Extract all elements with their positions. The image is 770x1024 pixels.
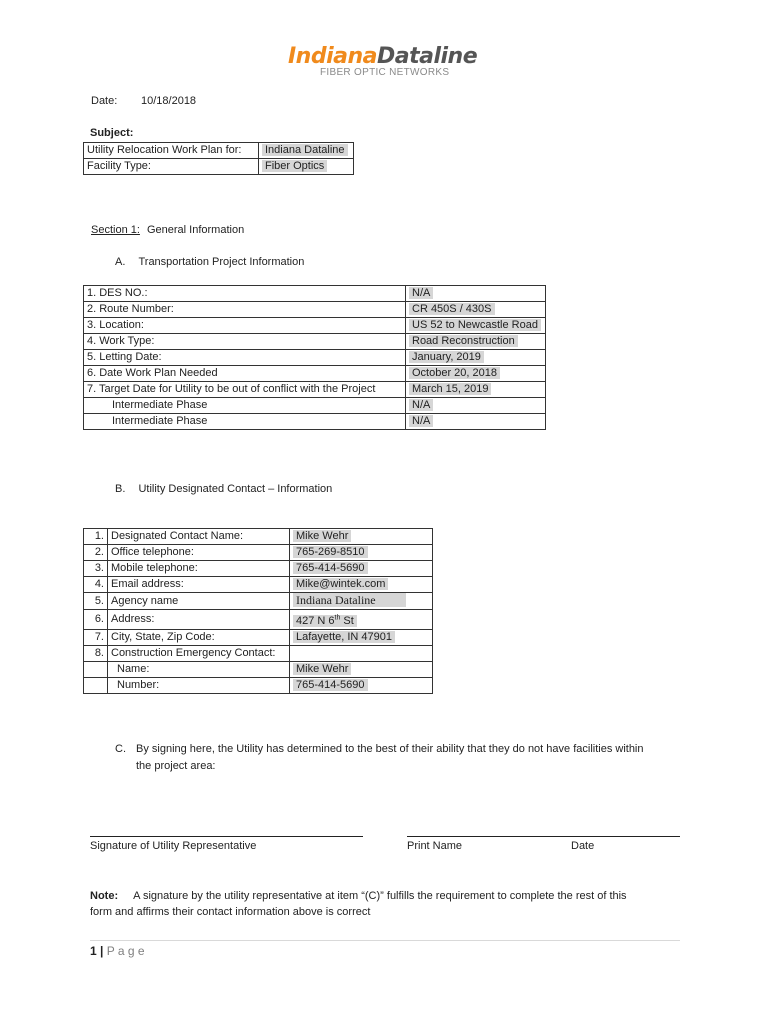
row-value: 765-269-8510 <box>290 545 433 561</box>
row-value: N/A <box>406 414 546 430</box>
table-row <box>84 334 546 350</box>
page-footer <box>90 944 145 958</box>
table-row <box>84 661 433 677</box>
date-sign-label: Date <box>571 840 595 852</box>
print-name-label: Print Name <box>407 840 463 852</box>
signature-label: Signature of Utility Representative <box>90 840 257 852</box>
date-value: 10/18/2018 <box>141 95 197 107</box>
table-row <box>84 610 433 630</box>
row-label: 7. Target Date for Utility to be out of conflict with the Project <box>84 382 406 398</box>
row-value: Mike Wehr <box>290 661 433 677</box>
row-label: Intermediate Phase <box>84 398 406 414</box>
part-c-heading <box>115 743 685 755</box>
table-row <box>84 143 354 159</box>
part-b-letter: B. <box>115 483 126 495</box>
table-row <box>84 529 433 545</box>
row-value: 765-414-5690 <box>290 677 433 693</box>
row-label: 6. Date Work Plan Needed <box>84 366 406 382</box>
contact-table <box>83 528 433 694</box>
row-label: Construction Emergency Contact: <box>108 645 290 661</box>
row-label: 2. Route Number: <box>84 302 406 318</box>
row-label: 1. DES NO.: <box>84 286 406 302</box>
table-row <box>84 629 433 645</box>
logo-word-dataline: Dataline <box>377 44 478 69</box>
row-number: 4. <box>84 577 108 593</box>
date-line <box>91 95 197 107</box>
row-value: October 20, 2018 <box>406 366 546 382</box>
table-row <box>84 645 433 661</box>
part-c-text-line2: the project area: <box>136 760 216 772</box>
logo-word-indiana: Indiana <box>288 44 377 69</box>
table-row <box>84 398 546 414</box>
subject-row-value: Fiber Optics <box>259 159 354 175</box>
subject-row-label: Facility Type: <box>84 159 259 175</box>
row-label: City, State, Zip Code: <box>108 629 290 645</box>
page-separator: | <box>100 944 104 958</box>
row-value: Road Reconstruction <box>406 334 546 350</box>
row-label: Email address: <box>108 577 290 593</box>
table-row <box>84 366 546 382</box>
row-label: Mobile telephone: <box>108 561 290 577</box>
table-row <box>84 414 546 430</box>
part-a-title: Transportation Project Information <box>138 256 305 268</box>
page-label: P a g e <box>106 944 145 958</box>
row-value: March 15, 2019 <box>406 382 546 398</box>
section-title: General Information <box>146 224 245 236</box>
section-heading <box>91 224 244 236</box>
row-value <box>290 645 433 661</box>
subject-row-label: Utility Relocation Work Plan for: <box>84 143 259 159</box>
table-row <box>84 159 354 175</box>
date-label: Date: <box>91 95 118 107</box>
table-row <box>84 318 546 334</box>
row-value: Mike@wintek.com <box>290 577 433 593</box>
transportation-table <box>83 285 546 430</box>
row-label: 5. Letting Date: <box>84 350 406 366</box>
row-number: 6. <box>84 610 108 630</box>
row-label: 4. Work Type: <box>84 334 406 350</box>
row-label: Office telephone: <box>108 545 290 561</box>
note-label: Note: <box>90 890 119 902</box>
logo-tagline: FIBER OPTIC NETWORKS <box>320 67 450 78</box>
row-value: US 52 to Newcastle Road <box>406 318 546 334</box>
row-value: Indiana Dataline <box>290 593 433 610</box>
note-line1 <box>90 890 627 902</box>
row-label: 3. Location: <box>84 318 406 334</box>
row-number: 5. <box>84 593 108 610</box>
part-c-letter: C. <box>115 743 126 755</box>
row-label: Number: <box>108 677 290 693</box>
part-c-text-line1: By signing here, the Utility has determined to the best of their ability that they do not have facilities within <box>136 743 644 755</box>
row-label: Intermediate Phase <box>84 414 406 430</box>
table-row <box>84 382 546 398</box>
row-number: 7. <box>84 629 108 645</box>
part-a-heading <box>115 256 304 268</box>
row-label: Designated Contact Name: <box>108 529 290 545</box>
row-number <box>84 677 108 693</box>
section-number: Section 1: <box>91 224 140 236</box>
row-value: January, 2019 <box>406 350 546 366</box>
table-row <box>84 302 546 318</box>
company-logo <box>288 44 488 86</box>
footer-rule <box>90 940 680 941</box>
row-value: 765-414-5690 <box>290 561 433 577</box>
row-number: 3. <box>84 561 108 577</box>
row-label: Address: <box>108 610 290 630</box>
row-number: 1. <box>84 529 108 545</box>
row-value: N/A <box>406 286 546 302</box>
subject-row-value: Indiana Dataline <box>259 143 354 159</box>
row-number: 8. <box>84 645 108 661</box>
table-row <box>84 561 433 577</box>
table-row <box>84 577 433 593</box>
row-number: 2. <box>84 545 108 561</box>
signature-line <box>90 836 363 837</box>
part-a-letter: A. <box>115 256 126 268</box>
row-label: Name: <box>108 661 290 677</box>
subject-table <box>83 142 354 175</box>
table-row <box>84 677 433 693</box>
row-value: Mike Wehr <box>290 529 433 545</box>
row-number <box>84 661 108 677</box>
part-b-heading <box>115 483 332 495</box>
row-value: 427 N 6th St <box>290 610 433 630</box>
note-text-line1: A signature by the utility representative at item “(C)” fulfills the requirement to complete the rest of this <box>133 890 627 902</box>
row-value: CR 450S / 430S <box>406 302 546 318</box>
table-row <box>84 545 433 561</box>
table-row <box>84 350 546 366</box>
subject-label: Subject: <box>90 127 134 139</box>
row-value: Lafayette, IN 47901 <box>290 629 433 645</box>
print-name-date-line <box>407 836 680 837</box>
row-value: N/A <box>406 398 546 414</box>
row-label: Agency name <box>108 593 290 610</box>
table-row <box>84 593 433 610</box>
part-b-title: Utility Designated Contact – Information <box>138 483 333 495</box>
table-row <box>84 286 546 302</box>
page-number: 1 <box>90 944 97 958</box>
note-text-line2: form and affirms their contact information above is correct <box>90 906 371 918</box>
